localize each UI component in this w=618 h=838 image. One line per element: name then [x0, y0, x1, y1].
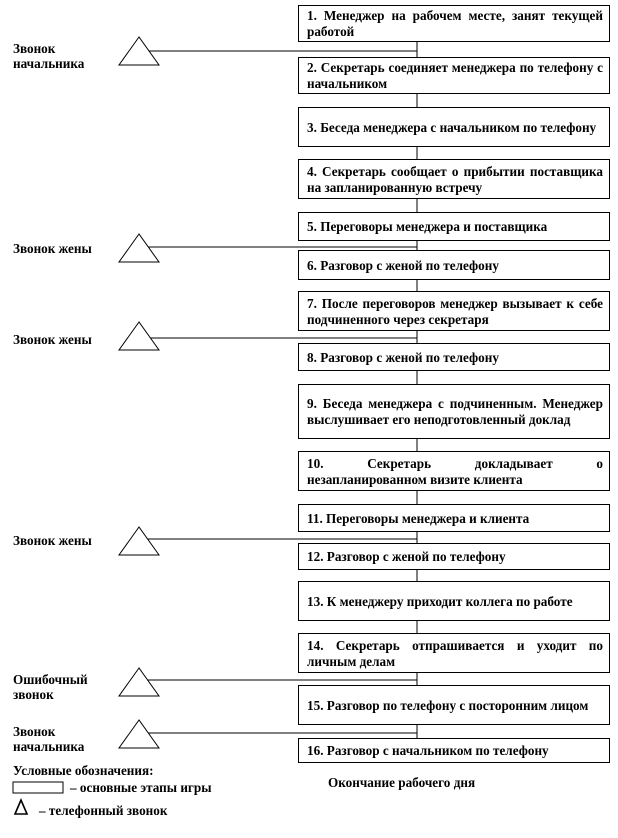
call-markers	[119, 37, 159, 748]
legend-triangle-text: – телефонный звонок	[39, 803, 168, 818]
stage-box-2	[298, 57, 610, 94]
stage-text: 8. Разговор с женой по телефону	[307, 349, 499, 365]
stage-box-4	[298, 159, 610, 199]
stage-box-12	[298, 543, 610, 570]
legend-box-icon	[13, 782, 63, 793]
stage-box-14	[298, 633, 610, 673]
phone-call-triangle-icon	[119, 527, 159, 555]
call-label-5: Ошибочный звонок	[13, 672, 88, 702]
stage-box-7	[298, 291, 610, 331]
call-label-6: Звонок начальника	[13, 724, 85, 754]
stage-text: 16. Разговор с начальником по телефону	[307, 743, 549, 758]
stage-box-13	[298, 581, 610, 621]
call-label-1: Звонок начальника	[13, 41, 85, 71]
stage-text: 9. Беседа менеджера с подчиненным. Менеджер выслушивает его неподготовленный доклад	[307, 396, 603, 427]
stage-box-9	[298, 384, 610, 439]
stage-box-16	[298, 738, 610, 763]
stage-text: 3. Беседа менеджера с начальником по телефону	[307, 119, 597, 135]
stage-box-15	[298, 685, 610, 725]
stage-text: 1. Менеджер на рабочем месте, занят текущей работой	[307, 8, 603, 39]
stage-text: 2. Секретарь соединяет менеджера по телефону с начальником	[307, 60, 603, 91]
legend-box-text: – основные этапы игры	[70, 780, 212, 795]
stage-box-10	[298, 451, 610, 491]
call-label-3: Звонок жены	[13, 332, 92, 347]
legend-title: Условные обозначения:	[13, 763, 154, 778]
stage-text: 6. Разговор с женой по телефону	[307, 257, 499, 273]
stage-box-3	[298, 107, 610, 147]
phone-call-triangle-icon	[119, 668, 159, 696]
stage-box-6	[298, 250, 610, 280]
stage-text: 14. Секретарь отпрашивается и уходит по личным делам	[307, 637, 603, 669]
stage-text: 5. Переговоры менеджера и поставщика	[307, 219, 548, 234]
phone-call-triangle-icon	[119, 720, 159, 748]
call-label-2: Звонок жены	[13, 241, 92, 256]
stage-text: 13. К менеджеру приходит коллега по работе	[307, 593, 573, 609]
stage-box-8	[298, 343, 610, 371]
phone-call-triangle-icon	[119, 322, 159, 350]
stage-box-11	[298, 504, 610, 532]
stage-text: 4. Секретарь сообщает о прибытии поставщика на запланированную встречу	[307, 163, 603, 195]
stage-text: 15. Разговор по телефону с посторонним лицом	[307, 697, 589, 713]
phone-call-triangle-icon	[119, 234, 159, 262]
stage-text: 10. Секретарь докладывает о незапланированном визите клиента	[307, 455, 603, 487]
stage-text: 7. После переговоров менеджер вызывает к себе подчиненного через секретаря	[307, 295, 603, 327]
end-of-day-label: Окончание рабочего дня	[328, 775, 476, 790]
call-label-4: Звонок жены	[13, 533, 92, 548]
stage-text: 11. Переговоры менеджера и клиента	[307, 510, 530, 526]
legend-triangle-icon	[15, 800, 27, 814]
stage-text: 12. Разговор с женой по телефону	[307, 549, 506, 564]
stage-box-1	[298, 5, 610, 42]
stage-box-5	[298, 212, 610, 241]
